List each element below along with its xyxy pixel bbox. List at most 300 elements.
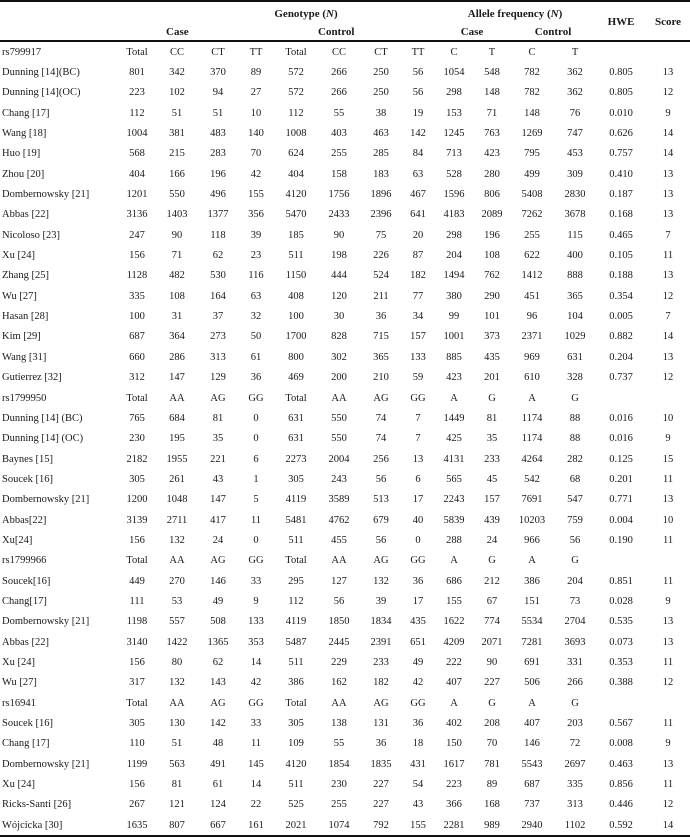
table-cell: 13 (412, 453, 424, 465)
table-cell: 373 (484, 331, 500, 343)
table-cell: 49 (212, 595, 224, 607)
table-cell: 62 (212, 250, 224, 262)
table-cell: 17 (412, 595, 424, 607)
table-cell: 1174 (521, 412, 543, 424)
table-cell: 61 (250, 351, 262, 363)
table-cell: 425 (446, 433, 462, 445)
study-cell: Ricks-Santi [26] (2, 799, 72, 811)
study-cell: Kim [29] (2, 331, 41, 343)
table-cell: 511 (288, 250, 304, 262)
hwe-cell: 0.204 (609, 351, 633, 363)
table-cell: 5481 (285, 514, 307, 526)
table-cell: 72 (569, 738, 581, 750)
table-cell: 455 (331, 534, 347, 546)
study-cell: Xu [24] (2, 779, 35, 791)
hwe-cell: 0.856 (609, 779, 633, 791)
table-cell: 5543 (521, 758, 543, 770)
table-cell: 100 (129, 311, 145, 323)
table-cell: 444 (331, 270, 347, 282)
table-cell: 528 (446, 168, 462, 180)
table-cell: 317 (129, 677, 145, 689)
score-cell: 12 (662, 290, 674, 302)
table-cell: 256 (373, 453, 389, 465)
table-cell: 151 (524, 595, 540, 607)
table-cell: Total (126, 697, 148, 709)
score-cell: 10 (662, 412, 674, 424)
table-cell: Total (285, 697, 307, 709)
hwe-cell: 0.187 (609, 189, 633, 201)
score-cell: 13 (662, 494, 674, 506)
table-cell: 267 (129, 799, 145, 811)
table-row (0, 286, 690, 306)
allele-control-header: Control (510, 23, 596, 41)
table-cell: 3589 (328, 494, 350, 506)
table-cell: 687 (524, 779, 540, 791)
table-cell: 208 (484, 718, 500, 730)
score-cell: 14 (646, 815, 690, 836)
study-cell: Dombernowsky [21] (2, 758, 90, 770)
table-cell: 90 (333, 229, 345, 241)
snp-header-row (0, 41, 690, 62)
score-cell (646, 551, 690, 571)
table-cell: 1635 (118, 815, 156, 836)
table-cell: 313 (210, 351, 226, 363)
table-cell: 143 (210, 677, 226, 689)
table-cell: 88 (569, 412, 581, 424)
score-cell (646, 41, 690, 62)
table-cell: GG (248, 697, 264, 709)
table-cell: C (450, 46, 458, 58)
snp-id-cell: rs1799950 (2, 392, 47, 404)
score-cell: 7 (665, 229, 671, 241)
snp-header-row (0, 388, 690, 408)
table-cell: 223 (129, 87, 145, 99)
table-cell: 305 (129, 718, 145, 730)
table-cell: 2371 (521, 331, 543, 343)
table-cell: 55 (333, 738, 345, 750)
table-cell: 138 (331, 718, 347, 730)
table-cell: 81 (171, 779, 183, 791)
table-cell: 2445 (328, 636, 350, 648)
table-cell: 56 (333, 595, 345, 607)
table-cell: 87 (412, 250, 424, 262)
table-cell: GG (248, 392, 264, 404)
hwe-cell: 0.851 (609, 575, 633, 587)
table-cell: 563 (169, 758, 185, 770)
table-cell: 158 (331, 168, 347, 180)
table-cell: 989 (474, 815, 510, 836)
table-cell: 30 (333, 311, 345, 323)
table-cell: 364 (169, 331, 185, 343)
hwe-cell: 0.188 (609, 270, 633, 282)
table-cell: 1102 (554, 815, 596, 836)
table-cell: 99 (448, 311, 460, 323)
header-blank (0, 1, 118, 23)
table-cell: 168 (484, 799, 500, 811)
study-cell: Dombernowsky [21] (2, 494, 90, 506)
table-cell: 76 (569, 107, 581, 119)
table-cell: 328 (567, 372, 583, 384)
table-cell: 335 (567, 779, 583, 791)
table-cell: 747 (567, 128, 583, 140)
table-cell: 1004 (126, 128, 148, 140)
hwe-cell: 0.004 (609, 514, 633, 526)
table-cell: 27 (250, 87, 262, 99)
table-cell: 651 (410, 636, 426, 648)
table-cell: 18 (412, 738, 424, 750)
table-cell: 7691 (521, 494, 543, 506)
table-row (0, 591, 690, 611)
hwe-cell: 0.354 (609, 290, 633, 302)
score-cell: 13 (662, 270, 674, 282)
table-cell: 39 (250, 229, 262, 241)
table-cell: 290 (484, 290, 500, 302)
table-cell: 33 (250, 575, 262, 587)
hwe-cell: 0.410 (609, 168, 633, 180)
table-cell: 298 (446, 229, 462, 241)
table-cell: 1008 (285, 128, 307, 140)
table-cell: 400 (567, 250, 583, 262)
table-cell: 112 (288, 107, 304, 119)
table-cell: 774 (484, 616, 500, 628)
table-cell: 11 (250, 514, 262, 526)
table-cell: 5408 (521, 189, 543, 201)
table-cell: 2433 (328, 209, 350, 221)
table-cell: 74 (375, 433, 387, 445)
table-cell: 215 (169, 148, 185, 160)
hwe-cell: 0.388 (609, 677, 633, 689)
table-cell: 212 (484, 575, 500, 587)
score-cell: 12 (662, 799, 674, 811)
table-cell: 37 (212, 311, 224, 323)
table-cell: 255 (331, 799, 347, 811)
table-cell: 4120 (285, 758, 307, 770)
table-cell: 201 (484, 372, 500, 384)
table-cell: 403 (331, 128, 347, 140)
table-cell: 6 (415, 473, 421, 485)
table-cell: 24 (212, 534, 224, 546)
table-cell: 203 (567, 718, 583, 730)
table-cell: 386 (524, 575, 540, 587)
table-row (0, 673, 690, 693)
table-cell: 108 (169, 290, 185, 302)
table-cell: 156 (129, 534, 145, 546)
table-cell: AA (331, 555, 347, 567)
table-cell: 120 (331, 290, 347, 302)
hwe-cell: 0.446 (609, 799, 633, 811)
score-cell: 11 (662, 656, 674, 668)
table-cell: 491 (210, 758, 226, 770)
table-cell: 226 (373, 250, 389, 262)
table-cell: 631 (288, 433, 304, 445)
table-cell: 4762 (328, 514, 350, 526)
table-cell: G (571, 392, 579, 404)
table-cell: 1128 (126, 270, 148, 282)
table-cell: 146 (524, 738, 540, 750)
table-cell: 164 (210, 290, 226, 302)
table-cell: 39 (375, 595, 387, 607)
table-cell: 1029 (564, 331, 586, 343)
study-cell: Dombernowsky [21] (2, 616, 90, 628)
snp-header-row (0, 693, 690, 713)
table-cell: 35 (212, 433, 224, 445)
score-cell: 12 (662, 372, 674, 384)
table-cell: 762 (484, 270, 500, 282)
score-cell: 14 (662, 128, 674, 140)
table-row (0, 123, 690, 143)
study-cell: Huo [19] (2, 148, 41, 160)
table-cell: 227 (373, 779, 389, 791)
table-cell: 148 (524, 107, 540, 119)
table-cell: 150 (446, 738, 462, 750)
table-cell: 2021 (274, 815, 318, 836)
study-cell: Abbas [22] (2, 209, 49, 221)
table-cell: 335 (129, 290, 145, 302)
table-cell: AA (331, 392, 347, 404)
study-cell: Wu [27] (2, 677, 37, 689)
table-cell: 132 (373, 575, 389, 587)
table-cell: 2391 (370, 636, 392, 648)
score-cell: 11 (662, 534, 674, 546)
table-cell: 183 (373, 168, 389, 180)
table-cell: 56 (569, 534, 581, 546)
table-cell: 5839 (443, 514, 465, 526)
score-cell: 14 (662, 331, 674, 343)
table-cell: 1412 (521, 270, 543, 282)
table-cell: 679 (373, 514, 389, 526)
study-cell: Soucek[16] (2, 575, 51, 587)
study-cell: Soucek [16] (2, 473, 54, 485)
table-cell: 463 (373, 128, 389, 140)
table-cell: 624 (288, 148, 304, 160)
table-cell: 1494 (443, 270, 465, 282)
score-cell: 11 (662, 473, 674, 485)
table-cell: 233 (373, 656, 389, 668)
study-cell: Abbas[22] (2, 514, 47, 526)
genotype-header (118, 1, 434, 23)
table-row (0, 429, 690, 449)
table-cell: 230 (331, 779, 347, 791)
table-cell: 68 (569, 473, 581, 485)
table-cell: 100 (288, 311, 304, 323)
table-cell: A (450, 392, 458, 404)
table-cell: 200 (331, 372, 347, 384)
table-cell: 51 (212, 107, 224, 119)
study-cell: Nicoloso [23] (2, 229, 61, 241)
table-row (0, 245, 690, 265)
hwe-cell: 0.626 (609, 128, 633, 140)
table-cell: 155 (446, 595, 462, 607)
table-cell: 356 (248, 209, 264, 221)
table-cell: 402 (446, 718, 462, 730)
table-cell: 1955 (166, 453, 188, 465)
table-cell: 2396 (370, 209, 392, 221)
study-cell: Dunning [14](OC) (2, 87, 81, 99)
table-cell: 133 (248, 616, 264, 628)
table-cell: G (571, 697, 579, 709)
table-cell: 156 (129, 250, 145, 262)
table-cell: A (528, 392, 536, 404)
table-row (0, 62, 690, 82)
table-cell: 111 (129, 595, 145, 607)
table-cell: 2940 (510, 815, 554, 836)
table-cell: AG (210, 555, 226, 567)
score-cell: 13 (662, 209, 674, 221)
hwe-cell: 0.737 (609, 372, 633, 384)
table-row (0, 612, 690, 632)
score-cell: 11 (662, 779, 674, 791)
table-cell: 243 (331, 473, 347, 485)
table-cell: 62 (212, 656, 224, 668)
table-cell: 407 (524, 718, 540, 730)
table-cell: 147 (210, 494, 226, 506)
table-cell: 286 (169, 351, 185, 363)
table-cell: 185 (288, 229, 304, 241)
table-cell: 2089 (481, 209, 503, 221)
table-cell: 4209 (443, 636, 465, 648)
table-cell: 81 (486, 412, 498, 424)
table-row (0, 449, 690, 469)
hwe-header: HWE (596, 1, 646, 41)
table-cell: 4264 (521, 453, 543, 465)
table-cell: 795 (524, 148, 540, 160)
table-cell: 765 (129, 412, 145, 424)
study-cell: Hasan [28] (2, 311, 49, 323)
table-cell: 7262 (521, 209, 543, 221)
genotype-label: Genotype ( (274, 7, 327, 20)
table-cell: 56 (412, 67, 424, 79)
table-cell: 108 (484, 250, 500, 262)
table-cell: 2273 (285, 453, 307, 465)
score-cell: 12 (662, 87, 674, 99)
study-cell: Xu [24] (2, 656, 35, 668)
table-cell: 1 (253, 473, 259, 485)
table-cell: 280 (484, 168, 500, 180)
hwe-cell: 0.010 (609, 107, 633, 119)
snp-id-cell: rs16941 (2, 697, 36, 709)
table-row (0, 408, 690, 428)
table-cell: C (528, 46, 536, 58)
table-cell: 222 (446, 656, 462, 668)
table-cell: 622 (524, 250, 540, 262)
table-cell: A (528, 697, 536, 709)
hwe-cell (596, 388, 646, 408)
table-cell: 1756 (328, 189, 350, 201)
table-cell: 451 (524, 290, 540, 302)
table-cell: 227 (373, 799, 389, 811)
table-cell: CC (169, 46, 184, 58)
score-cell: 10 (662, 514, 674, 526)
table-cell: 73 (569, 595, 581, 607)
table-cell: 227 (484, 677, 500, 689)
table-cell: 667 (198, 815, 238, 836)
table-cell: 270 (169, 575, 185, 587)
score-cell: 12 (662, 677, 674, 689)
hwe-cell: 0.805 (609, 67, 633, 79)
table-cell: 211 (373, 290, 389, 302)
table-cell: 1174 (521, 433, 543, 445)
hwe-cell: 0.190 (609, 534, 633, 546)
table-cell: 1048 (166, 494, 188, 506)
table-cell: 513 (373, 494, 389, 506)
table-cell: 631 (567, 351, 583, 363)
hwe-cell: 0.535 (609, 616, 633, 628)
table-cell: 182 (410, 270, 426, 282)
table-cell: 51 (171, 738, 183, 750)
table-cell: 285 (373, 148, 389, 160)
table-cell: 1199 (126, 758, 148, 770)
table-cell: 4119 (285, 616, 307, 628)
allele-case-header: Case (434, 23, 510, 41)
table-cell: 49 (412, 656, 424, 668)
score-cell: 13 (662, 758, 674, 770)
table-cell: 255 (524, 229, 540, 241)
study-cell: Chang[17] (2, 595, 47, 607)
table-cell: AG (373, 697, 389, 709)
table-cell: 1074 (318, 815, 360, 836)
header-blank-2 (0, 23, 118, 41)
table-cell: 204 (446, 250, 462, 262)
table-cell: 96 (526, 311, 538, 323)
table-cell: 132 (169, 677, 185, 689)
hwe-cell (596, 693, 646, 713)
study-cell: Chang [17] (2, 738, 50, 750)
genotype-case-header: Case (118, 23, 274, 41)
hwe-cell: 0.201 (609, 473, 633, 485)
table-cell: 221 (210, 453, 226, 465)
table-cell: 3693 (564, 636, 586, 648)
table-cell: 255 (331, 148, 347, 160)
table-cell: 7281 (521, 636, 543, 648)
table-cell: 3139 (126, 514, 148, 526)
study-cell: Gutierrez [32] (2, 372, 62, 384)
table-cell: 75 (375, 229, 387, 241)
table-cell: 2071 (481, 636, 503, 648)
table-cell: 759 (567, 514, 583, 526)
table-cell: 4183 (443, 209, 465, 221)
hwe-cell: 0.757 (609, 148, 633, 160)
hwe-cell: 0.805 (609, 87, 633, 99)
table-cell: 36 (250, 372, 262, 384)
table-cell: 312 (129, 372, 145, 384)
table-cell: 2711 (166, 514, 188, 526)
table-cell: 1269 (521, 128, 543, 140)
study-cell: Dunning [14] (OC) (2, 433, 84, 445)
table-cell: 404 (129, 168, 145, 180)
table-cell: 77 (412, 290, 424, 302)
table-row (0, 754, 690, 774)
table-cell: 801 (129, 67, 145, 79)
table-cell: 781 (484, 758, 500, 770)
hwe-cell: 0.567 (609, 718, 633, 730)
table-cell: 435 (410, 616, 426, 628)
table-cell: 2243 (443, 494, 465, 506)
table-cell: 56 (375, 534, 387, 546)
table-cell: 305 (288, 718, 304, 730)
table-cell: 161 (238, 815, 274, 836)
table-cell: 127 (331, 575, 347, 587)
table-cell: 309 (567, 168, 583, 180)
hwe-cell: 0.005 (609, 311, 633, 323)
table-cell: 1850 (328, 616, 350, 628)
study-cell: Zhou [20] (2, 168, 45, 180)
table-row (0, 144, 690, 164)
table-cell: 467 (410, 189, 426, 201)
table-cell: AG (210, 697, 226, 709)
table-cell: 70 (250, 148, 262, 160)
hwe-cell: 0.073 (609, 636, 633, 648)
genotype-close-paren: ) (333, 7, 338, 20)
